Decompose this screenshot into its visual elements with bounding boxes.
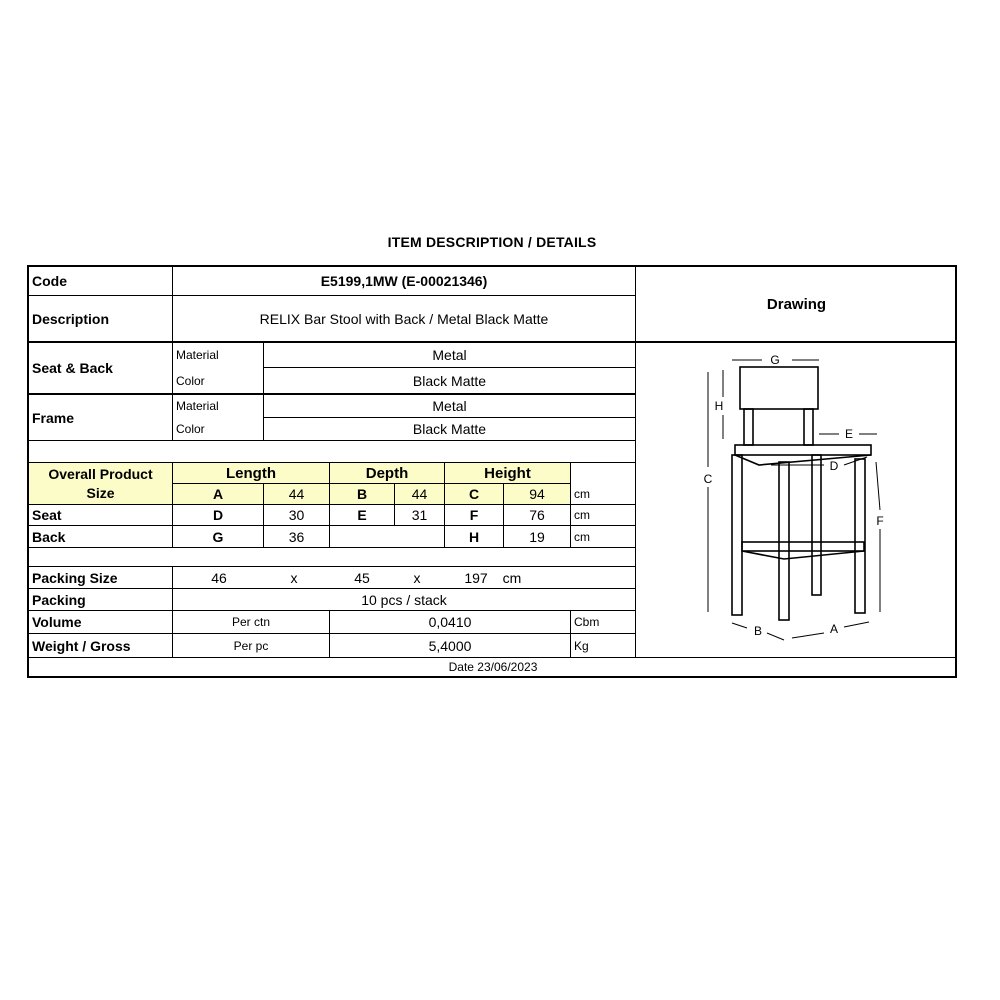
volume-per: Per ctn (231, 615, 270, 629)
drawing-label-d: D (829, 459, 839, 473)
stool-leg-front-left (779, 462, 789, 620)
length-header: Length (173, 463, 329, 483)
seat-back-label: Seat & Back (32, 360, 113, 376)
seat-back-material: Metal (432, 347, 467, 363)
frame-color: Black Matte (412, 421, 487, 437)
page-title: ITEM DESCRIPTION / DETAILS (387, 234, 597, 250)
volume-label: Volume (32, 614, 82, 630)
drawing-header: Drawing (766, 295, 827, 313)
packing-size-length: 46 (211, 569, 227, 586)
stool-backrest (740, 367, 818, 409)
dim-value-c: 94 (504, 484, 570, 504)
overall-size-label-line1: Overall Product (48, 466, 153, 482)
seat-back-material-label: Material (176, 348, 219, 362)
dim-letter-d: D (212, 507, 224, 523)
stool-leg-back-right (812, 455, 821, 595)
packing-size-x2: x (413, 569, 421, 586)
packing-size-width: 45 (354, 569, 370, 586)
frame-color-label: Color (176, 422, 205, 436)
stool-back-post-left (744, 409, 753, 445)
stool-drawing (29, 267, 959, 680)
frame-material-label: Material (176, 399, 219, 413)
weight-label: Weight / Gross (32, 637, 131, 654)
dim-letter-b: B (330, 484, 394, 504)
packing-size-unit: cm (502, 569, 522, 586)
stool-seat-side (735, 455, 871, 465)
packing-size-height: 197 (464, 569, 488, 586)
dim-value-f: 76 (529, 507, 545, 523)
drawing-label-e: E (844, 427, 854, 441)
code-label: Code (32, 273, 67, 289)
height-header: Height (445, 463, 570, 483)
dim-line-b-right (767, 633, 784, 640)
dim-letter-a: A (173, 484, 263, 504)
dim-letter-h: H (468, 528, 480, 545)
seat-unit: cm (574, 508, 590, 522)
drawing-label-c: C (703, 472, 713, 486)
stool-footrest (742, 542, 864, 551)
back-dims-label: Back (32, 528, 66, 545)
seat-back-color: Black Matte (412, 372, 487, 389)
dim-letter-g: G (212, 528, 224, 545)
weight-unit: Kg (574, 638, 589, 653)
frame-material: Metal (432, 398, 467, 414)
description-label: Description (32, 310, 110, 327)
volume-unit: Cbm (574, 615, 600, 629)
stool-back-post-right (804, 409, 813, 445)
description-value: RELIX Bar Stool with Back / Metal Black Matte (259, 310, 549, 327)
dim-value-h: 19 (529, 528, 545, 545)
dim-line-a-right (844, 622, 869, 627)
date-stamp: Date 23/06/2023 (448, 660, 538, 674)
volume-value: 0,0410 (428, 614, 472, 630)
depth-header: Depth (330, 463, 444, 483)
weight-value: 5,4000 (428, 637, 472, 654)
frame-label: Frame (32, 409, 75, 426)
packing-size-x1: x (290, 569, 298, 586)
dim-letter-c: C (445, 484, 503, 504)
dim-value-e: 31 (411, 507, 428, 523)
dim-line-a-left (792, 633, 824, 638)
seat-back-color-label: Color (176, 373, 205, 388)
weight-per: Per pc (233, 638, 269, 653)
back-unit: cm (574, 529, 590, 544)
dim-letter-e: E (357, 507, 367, 523)
packing-size-label: Packing Size (32, 569, 118, 586)
dim-letter-f: F (469, 507, 479, 523)
stool-seat (735, 445, 871, 455)
drawing-label-h: H (714, 399, 724, 413)
packing-label: Packing (32, 591, 86, 608)
drawing-label-a: A (829, 622, 839, 636)
drawing-label-f: F (876, 514, 884, 528)
stool-leg-front-right (855, 459, 865, 613)
drawing-label-b: B (753, 624, 763, 638)
code-value: E5199,1MW (E-00021346) (320, 273, 488, 289)
seat-dims-label: Seat (32, 507, 62, 523)
details-table (27, 265, 957, 678)
overall-size-label-line2: Size (86, 485, 115, 501)
dim-line-f-upper (876, 462, 880, 510)
dim-value-d: 30 (288, 507, 305, 523)
packing-value: 10 pcs / stack (361, 591, 447, 608)
stool-footrest-side (742, 551, 864, 559)
drawing-label-g: G (770, 353, 780, 367)
stool-leg-back-left (732, 455, 742, 615)
overall-unit: cm (574, 487, 590, 501)
dim-value-a: 44 (264, 484, 329, 504)
dim-value-b: 44 (395, 484, 444, 504)
dim-line-b-left (732, 623, 747, 628)
dim-value-g: 36 (288, 528, 305, 545)
